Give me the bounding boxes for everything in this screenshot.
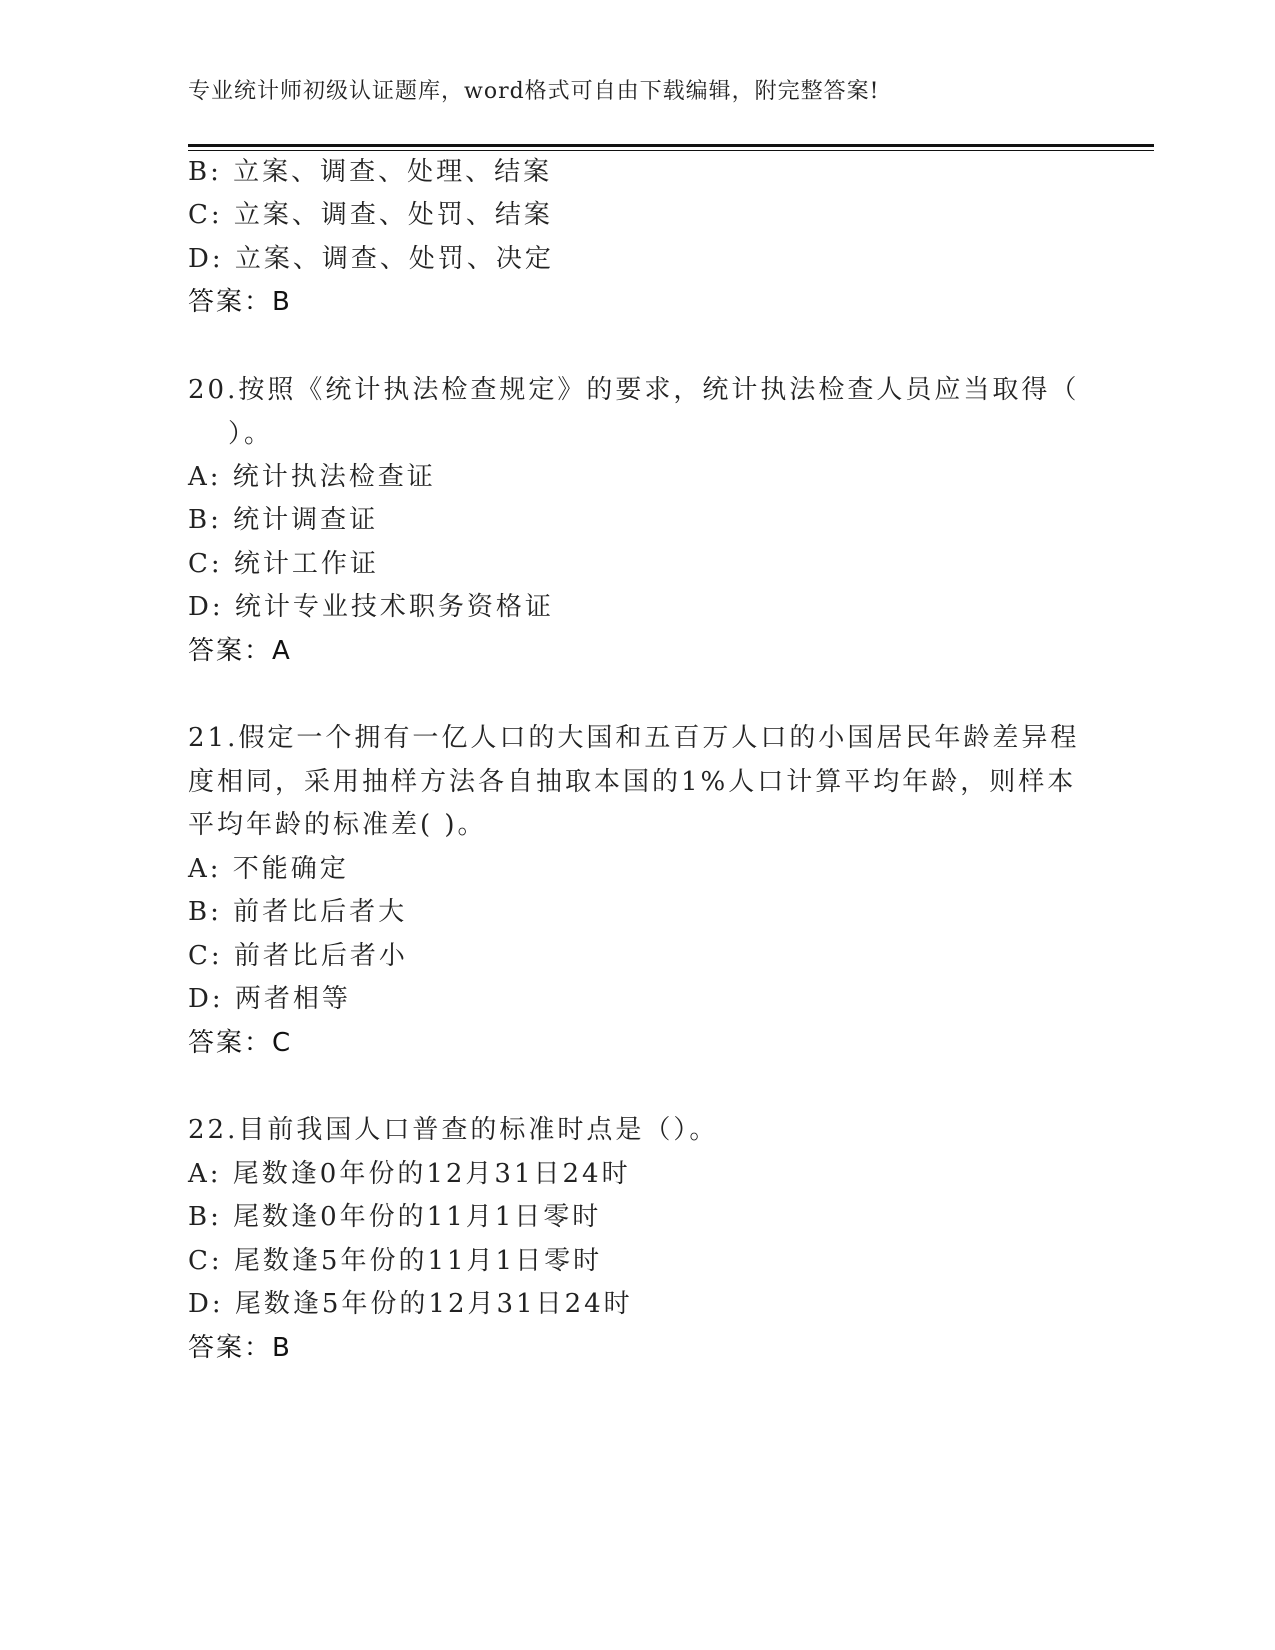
q22-option-b: B: 尾数逢0年份的11月1日零时: [188, 1202, 602, 1232]
header-rule-thin: [188, 150, 1154, 151]
q20-option-a: A: 统计执法检查证: [188, 462, 436, 492]
q19-option-d: D: 立案、调查、处罚、决定: [188, 244, 554, 274]
q21-option-d: D: 两者相等: [188, 984, 351, 1014]
q20-stem-line1: 20.按照《统计执法检查规定》的要求，统计执法检查人员应当取得（: [188, 375, 1080, 405]
q19-option-c: C: 立案、调查、处罚、结案: [188, 200, 553, 230]
header-rule-thick: [188, 144, 1154, 147]
page-header: 专业统计师初级认证题库，word格式可自由下载编辑，附完整答案!: [188, 79, 880, 104]
q20-stem-line2: ）。: [228, 419, 274, 449]
q22-option-a: A: 尾数逢0年份的12月31日24时: [188, 1159, 631, 1189]
q20-answer: 答案：A: [188, 636, 292, 666]
q19-answer: 答案：B: [188, 287, 292, 317]
q21-answer: 答案：C: [188, 1028, 293, 1058]
q19-option-b: B: 立案、调查、处理、结案: [188, 157, 553, 187]
q21-stem-line3: 平均年龄的标准差( )。: [188, 810, 487, 840]
q21-option-a: A: 不能确定: [188, 854, 349, 884]
q22-stem: 22.目前我国人口普查的标准时点是（）。: [188, 1115, 719, 1145]
q20-option-b: B: 统计调查证: [188, 505, 379, 535]
q20-option-c: C: 统计工作证: [188, 549, 379, 579]
q21-stem-line1: 21.假定一个拥有一亿人口的大国和五百万人口的小国居民年龄差异程: [188, 723, 1080, 753]
q22-answer: 答案：B: [188, 1333, 292, 1363]
q21-stem-line2: 度相同，采用抽样方法各自抽取本国的1%人口计算平均年龄，则样本: [188, 767, 1077, 797]
q22-option-c: C: 尾数逢5年份的11月1日零时: [188, 1246, 603, 1276]
q21-option-b: B: 前者比后者大: [188, 897, 408, 927]
q20-option-d: D: 统计专业技术职务资格证: [188, 592, 554, 622]
q21-option-c: C: 前者比后者小: [188, 941, 408, 971]
q22-option-d: D: 尾数逢5年份的12月31日24时: [188, 1289, 633, 1319]
